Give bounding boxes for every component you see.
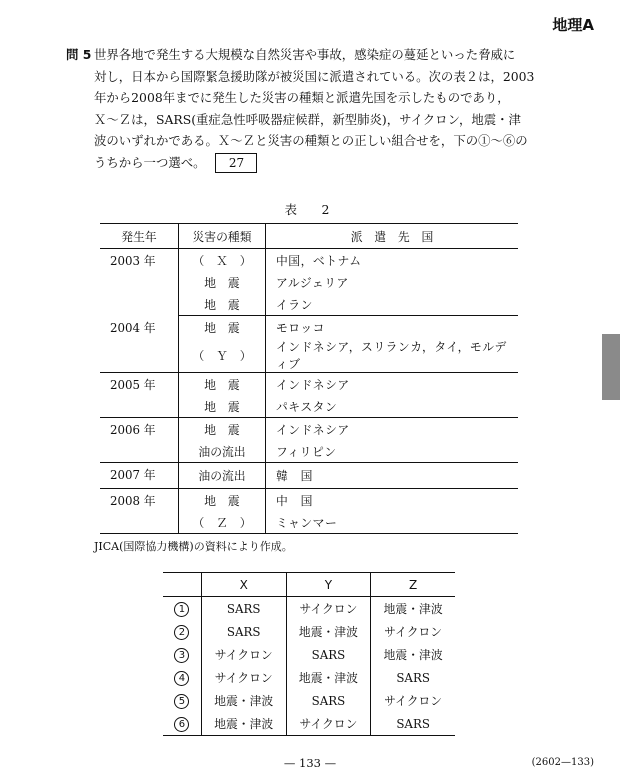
countries-cell: アルジェリア: [276, 275, 349, 290]
option-z-cell: 地震・津波: [383, 602, 443, 616]
option-x-cell: サイクロン: [201, 643, 286, 666]
option-z-cell: 地震・津波: [383, 648, 443, 662]
option-number-circle: 2: [174, 625, 189, 640]
option-y-cell: 地震・津波: [286, 620, 371, 643]
disaster-table: [100, 223, 518, 534]
countries-cell: 中国，ベトナム: [276, 253, 362, 268]
question-line: 対し，日本から国際緊急援助隊が被災国に派遣されている。次の表２は，2003: [94, 68, 535, 84]
countries-cell: モロッコ: [276, 320, 325, 335]
option-number-circle: 6: [174, 717, 189, 732]
question-line: 年から2008年までに発生した災害の種類と派遣先国を示したものであり，: [94, 90, 510, 105]
countries-cell: ミャンマー: [266, 511, 519, 534]
subject-title: 地理A: [552, 16, 594, 34]
options-header-blank: [163, 573, 201, 597]
table-row: [100, 316, 518, 339]
option-row[interactable]: [163, 712, 455, 736]
page-number: — 133 —: [283, 756, 337, 770]
table-row: [100, 249, 518, 272]
options-header-x: X: [201, 573, 286, 597]
type-cell: （ Ｙ ）: [179, 338, 266, 373]
year-cell: 2003 年: [100, 249, 179, 316]
option-number-circle: 3: [174, 648, 189, 663]
page-code: (2602—133): [531, 757, 594, 768]
header-countries: 派 遣 先 国: [266, 224, 519, 249]
question-line: 世界各地で発生する大規模な自然災害や事故，感染症の蔓延といった脅威に: [94, 47, 516, 62]
section-tab: [602, 334, 620, 400]
type-cell: （ Ｘ ）: [179, 249, 266, 272]
type-cell: 地 震: [179, 373, 266, 396]
question-block: [66, 44, 558, 173]
type-cell: 地 震: [179, 489, 266, 512]
option-row[interactable]: [163, 597, 455, 621]
table-row: [100, 373, 518, 396]
type-cell: 地 震: [179, 418, 266, 441]
answer-box[interactable]: 27: [215, 153, 257, 173]
option-x-cell: SARS: [201, 597, 286, 621]
option-x-cell: サイクロン: [201, 666, 286, 689]
header-type: 災害の種類: [179, 224, 266, 249]
countries-cell: イラン: [266, 293, 519, 316]
countries-cell: フィリピン: [266, 440, 519, 463]
year-cell: 2008 年: [100, 489, 179, 534]
countries-cell: インドネシア，スリランカ，タイ，モルディブ: [266, 338, 519, 373]
countries-cell: インドネシア: [276, 377, 350, 392]
option-row[interactable]: [163, 666, 455, 689]
table-row: [100, 418, 518, 441]
table-row: [100, 463, 518, 489]
option-x-cell: 地震・津波: [201, 689, 286, 712]
year-cell: 2007 年: [100, 463, 179, 489]
option-z-cell: SARS: [396, 670, 430, 685]
question-number: 問 5: [66, 47, 92, 62]
type-cell: （ Ｚ ）: [179, 511, 266, 534]
option-number-circle: 5: [174, 694, 189, 709]
option-x-cell: 地震・津波: [201, 712, 286, 736]
source-note: JICA(国際協力機構)の資料により作成。: [94, 540, 293, 553]
option-number-circle: 4: [174, 671, 189, 686]
countries-cell: パキスタン: [266, 395, 519, 418]
question-line: Ｘ～Ｚは，SARS(重症急性呼吸器症候群，新型肺炎)，サイクロン，地震・津: [94, 111, 521, 127]
countries-cell: 韓 国: [266, 463, 519, 489]
option-row[interactable]: [163, 689, 455, 712]
option-y-cell: SARS: [286, 643, 371, 666]
question-line: 波のいずれかである。Ｘ～Ｚと災害の種類との正しい組合せを，下の①～⑥の: [94, 133, 528, 148]
option-y-cell: 地震・津波: [286, 666, 371, 689]
year-cell: 2006 年: [100, 418, 179, 463]
options-header-y: Y: [286, 573, 371, 597]
table-row: [100, 489, 518, 512]
option-row[interactable]: [163, 643, 455, 666]
type-cell: 地 震: [179, 316, 266, 339]
type-cell: 地 震: [179, 271, 266, 293]
type-cell: 地 震: [179, 293, 266, 316]
option-y-cell: サイクロン: [286, 712, 371, 736]
option-z-cell: SARS: [371, 712, 455, 736]
answer-options-table: [163, 572, 455, 736]
year-cell: 2004 年: [100, 316, 179, 373]
option-z-cell: サイクロン: [384, 625, 443, 639]
year-cell: 2005 年: [100, 373, 179, 418]
question-line-last: [94, 152, 558, 174]
option-y-cell: サイクロン: [286, 597, 371, 621]
countries-cell: 中 国: [276, 493, 313, 508]
option-x-cell: SARS: [201, 620, 286, 643]
table-title: 表 2: [284, 202, 336, 217]
option-z-cell: サイクロン: [384, 694, 443, 708]
type-cell: 地 震: [179, 395, 266, 418]
countries-cell: インドネシア: [276, 422, 350, 437]
type-cell: 油の流出: [179, 440, 266, 463]
option-number-circle: 1: [174, 602, 189, 617]
type-cell: 油の流出: [179, 463, 266, 489]
options-header-z: Z: [371, 573, 455, 597]
option-row[interactable]: [163, 620, 455, 643]
header-year: 発生年: [100, 224, 179, 249]
option-y-cell: SARS: [286, 689, 371, 712]
question-line-text: うちから一つ選べ。: [94, 154, 206, 170]
